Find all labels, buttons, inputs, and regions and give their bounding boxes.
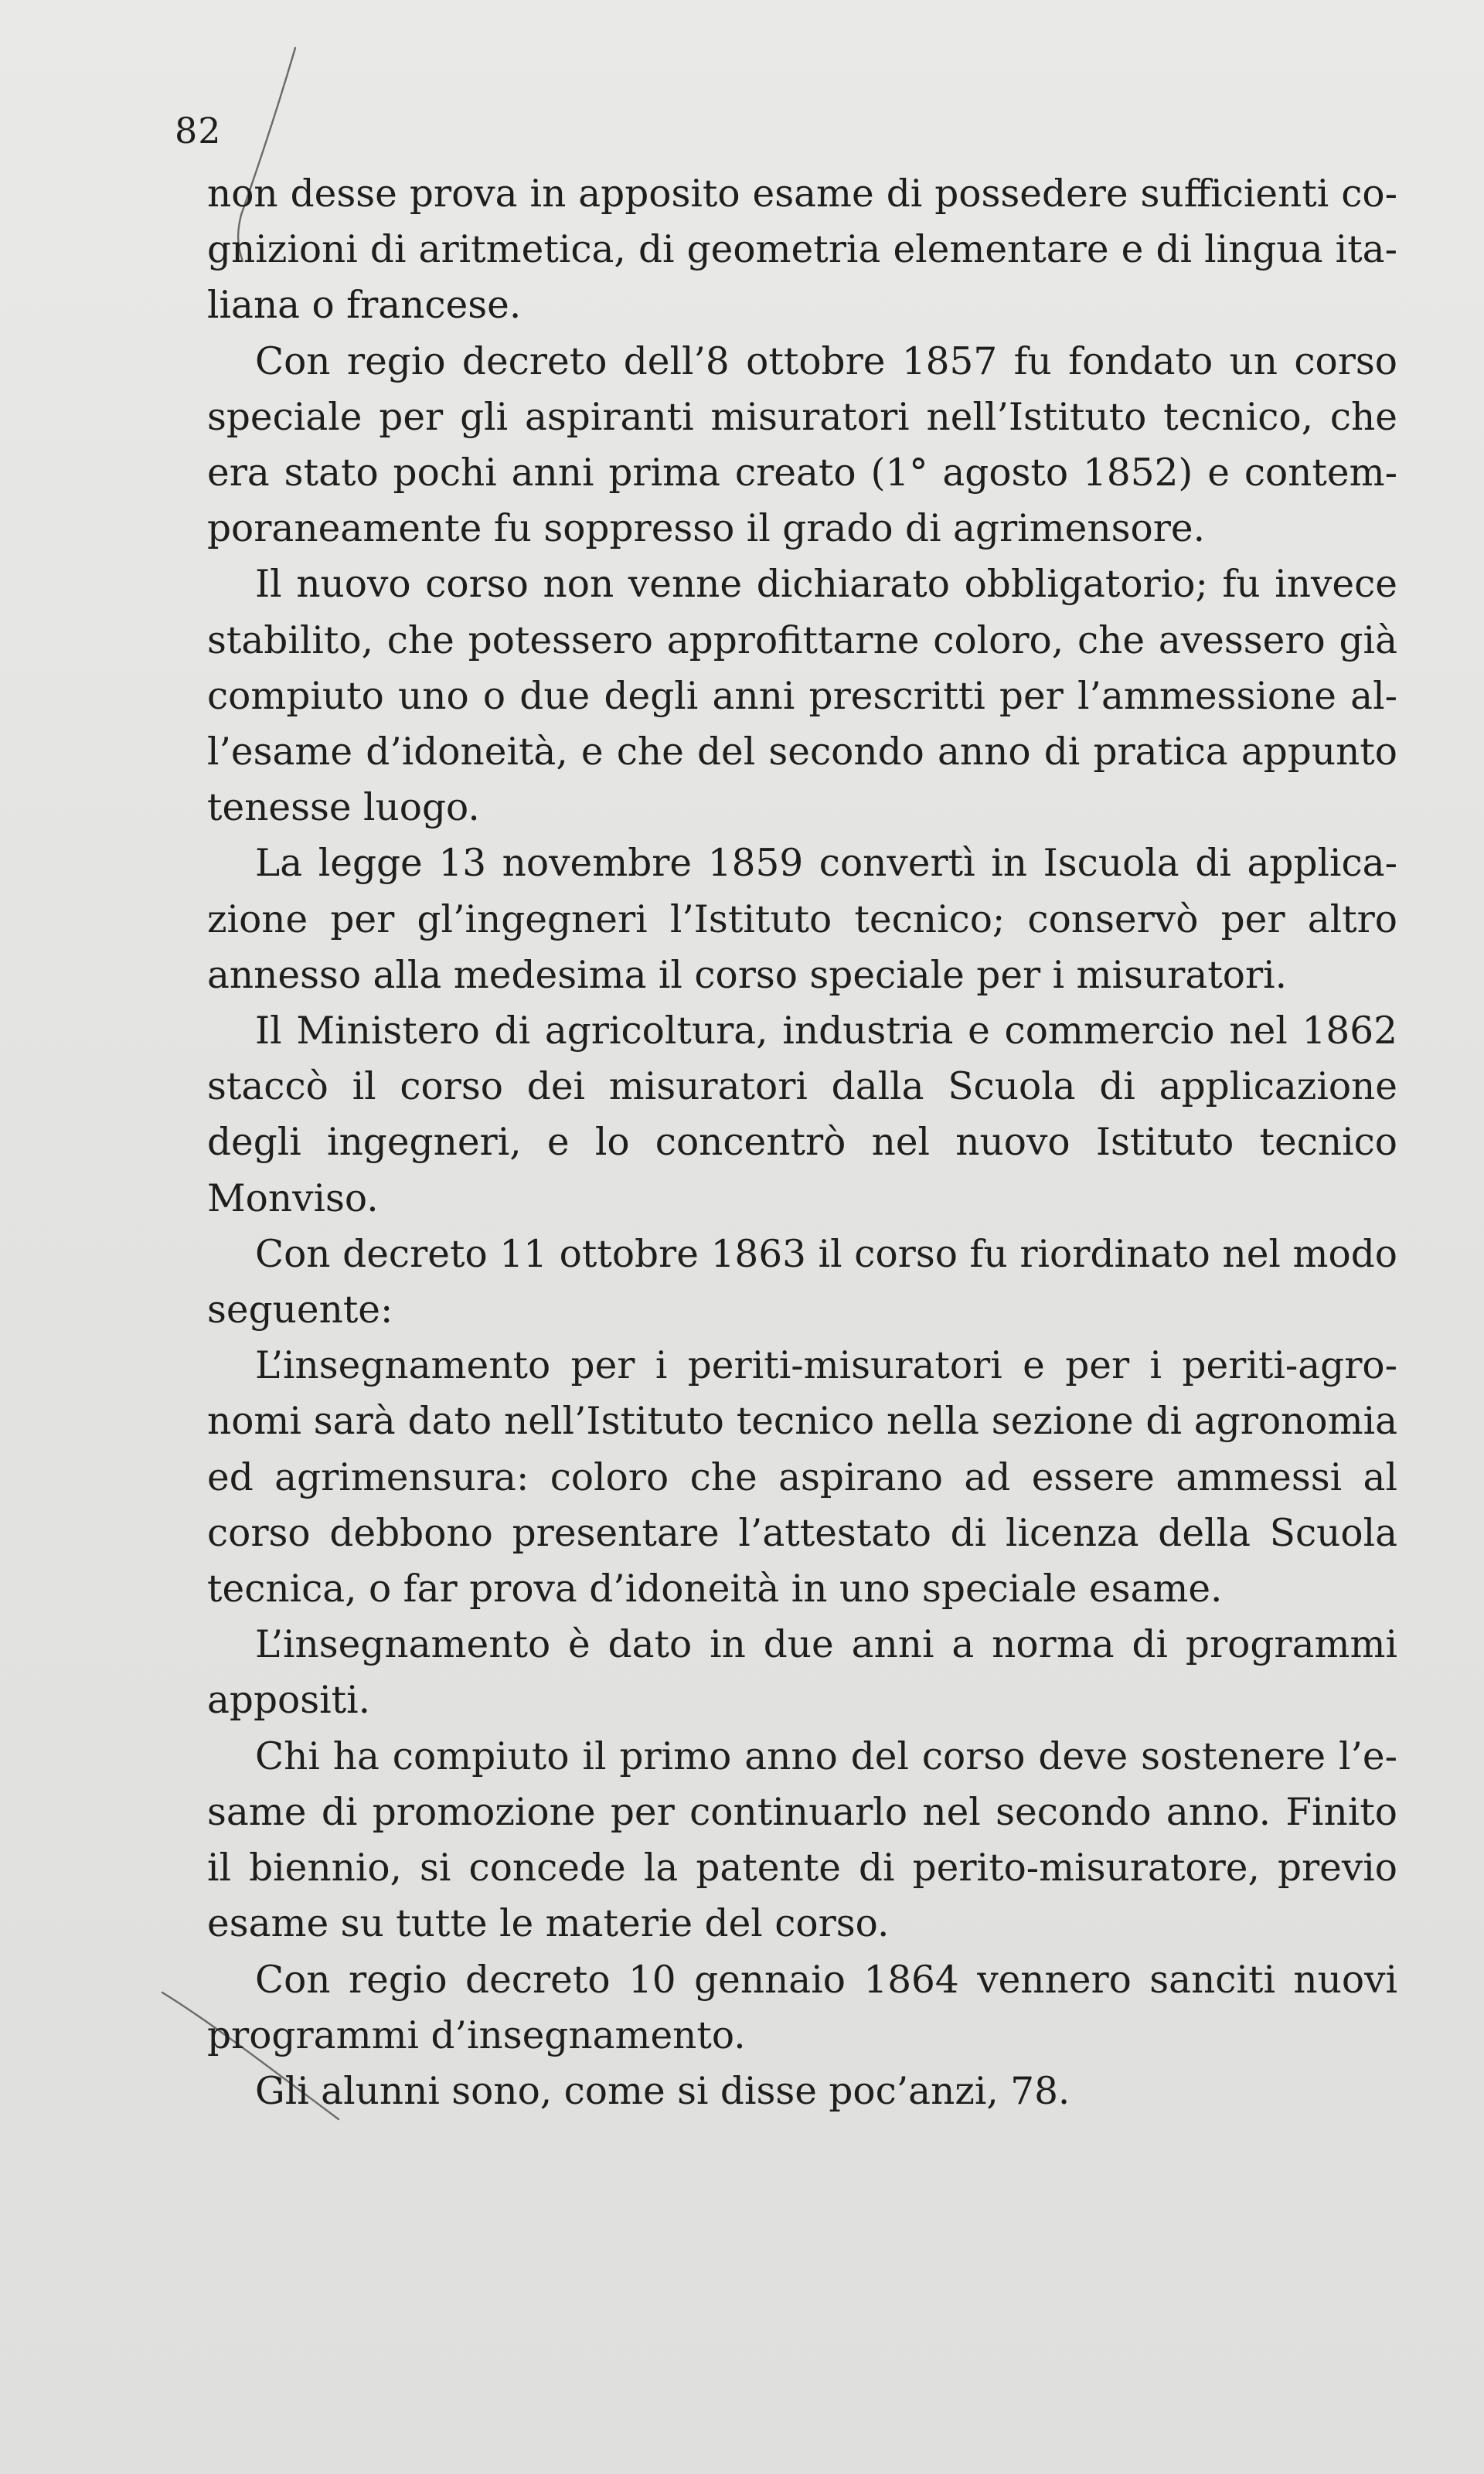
paragraph: L’insegnamento è dato in due anni a norma di programmi appositi.	[207, 1623, 1397, 1723]
paragraph: La legge 13 novembre 1859 convertì in Iscuola di applicazione per gl’ingegneri l’Istituto tecnico; conservò per altro annesso alla medesima il corso speciale per i misuratori.	[207, 842, 1397, 997]
paragraph: Con regio decreto dell’8 ottobre 1857 fu fondato un corso speciale per gli aspiranti misuratori nell’Istituto tecnico, che era stato pochi anni prima creato (1° agosto 1852) e contemporaneamente fu soppresso il grado di agrimensore.	[207, 339, 1397, 551]
paragraph: Chi ha compiuto il primo anno del corso deve sostenere l’esame di promozione per continuarlo nel secondo anno. Finito il biennio, si concede la patente di perito-misuratore, previo esame su tutte le materie del corso.	[207, 1734, 1397, 1946]
body-text	[207, 166, 1397, 2119]
paragraph: Con decreto 11 ottobre 1863 il corso fu riordinato nel modo seguente:	[207, 1232, 1397, 1332]
paragraph: Il nuovo corso non venne dichiarato obbligatorio; fu invece stabilito, che potessero approfittarne coloro, che avessero già compiuto uno o due degli anni prescritti per l’ammessione all’esame d’idoneità, e che del secondo anno di pratica appunto tenesse luogo.	[207, 563, 1397, 830]
page-number: 82	[175, 110, 222, 151]
paragraph: Gli alunni sono, come si disse poc’anzi, 78.	[255, 2069, 1070, 2113]
paragraph: L’insegnamento per i periti-misuratori e per i periti-agronomi sarà dato nell’Istituto tecnico nella sezione di agronomia ed agrimensura: coloro che aspirano ad essere ammessi al corso debbono presentare l’attestato di licenza della Scuola tecnica, o far prova d’idoneità in uno speciale esame.	[207, 1344, 1397, 1611]
paragraph: Con regio decreto 10 gennaio 1864 vennero sanciti nuovi programmi d’insegnamento.	[207, 1958, 1397, 2057]
paragraph: Il Ministero di agricoltura, industria e commercio nel 1862 staccò il corso dei misuratori dalla Scuola di applicazione degli ingegneri, e lo concentrò nel nuovo Istituto tecnico Monviso.	[207, 1009, 1397, 1220]
paragraph: non desse prova in apposito esame di possedere sufficienti cognizioni di aritmetica, di geometria elementare e di lingua italiana o francese.	[207, 172, 1397, 328]
